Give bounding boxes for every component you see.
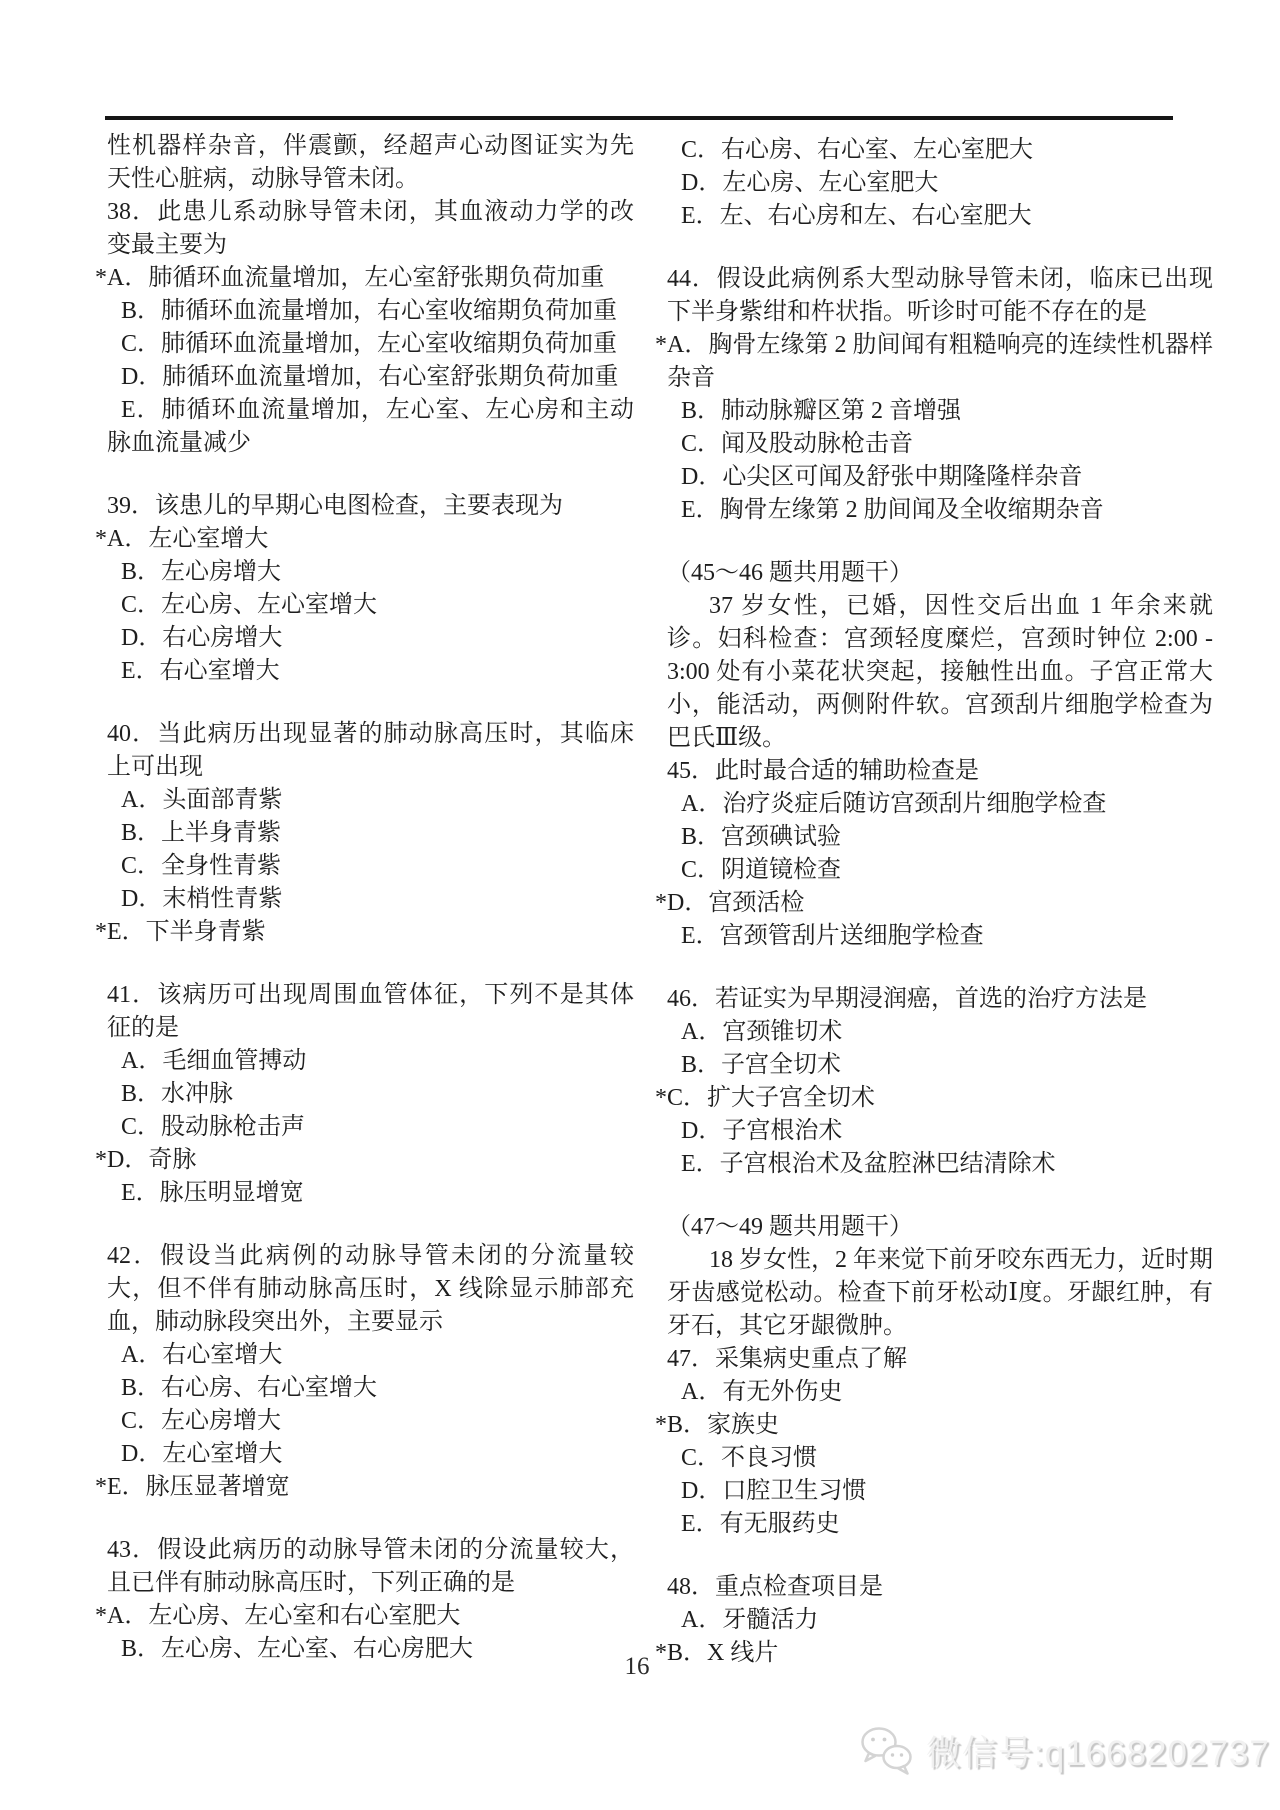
question-stem — [107, 1240, 634, 1339]
answer-option-C — [667, 1442, 1213, 1475]
option-text: 左心房、左心室肥大 — [722, 170, 939, 196]
option-text: 脉压显著增宽 — [145, 1474, 290, 1500]
answer-option-A — [95, 1600, 634, 1633]
answer-option-D — [95, 1144, 634, 1177]
option-text: 股动脉枪击声 — [161, 1114, 306, 1140]
option-text: 左心房、左心室增大 — [161, 592, 378, 618]
answer-option-D — [655, 887, 1213, 920]
answer-option-A — [667, 788, 1213, 821]
answer-option-A — [655, 329, 1213, 395]
option-text: 胸骨左缘第 2 肋间闻及全收缩期杂音 — [719, 497, 1104, 523]
right-column — [655, 134, 1214, 1670]
answer-option-E — [667, 1508, 1213, 1541]
option-text: 宫颈活检 — [708, 890, 805, 916]
question-number: 41． — [107, 982, 158, 1008]
option-label: A． — [681, 791, 723, 817]
answer-option-E — [107, 1177, 634, 1210]
answer-option-C — [667, 428, 1213, 461]
question-stem — [667, 983, 1213, 1016]
option-text: 肺循环血流量增加，左心室收缩期负荷加重 — [161, 331, 618, 357]
answer-option-E — [107, 655, 634, 688]
answer-option-E — [95, 916, 634, 949]
question-number: 38． — [107, 199, 158, 225]
answer-option-A — [107, 1339, 634, 1372]
option-text: 不良习惯 — [721, 1445, 818, 1471]
watermark — [858, 1720, 1270, 1782]
question-number: 46． — [667, 986, 715, 1012]
option-label: E． — [121, 1180, 160, 1206]
answer-option-D — [107, 622, 634, 655]
option-label: B． — [681, 824, 722, 850]
left-column — [95, 130, 635, 1666]
question-stem-text: 假设当此病例的动脉导管未闭的分流量较大，但不伴有肺动脉高压时，X 线除显示肺部充血，肺动脉段突出外，主要显示 — [107, 1243, 635, 1335]
question-44 — [655, 263, 1214, 527]
option-text: 心尖区可闻及舒张中期隆隆样杂音 — [722, 464, 1083, 490]
answer-option-E — [667, 1148, 1213, 1181]
option-text: 胸骨左缘第 2 肋间闻有粗糙响亮的连续性机器样杂音 — [667, 332, 1213, 391]
option-label: C． — [121, 1408, 162, 1434]
option-text: 宫颈碘试验 — [721, 824, 842, 850]
question-stem — [667, 755, 1213, 788]
answer-option-A — [667, 1604, 1213, 1637]
option-label: *D． — [655, 890, 709, 916]
option-label: C． — [121, 853, 162, 879]
option-label: A． — [121, 1048, 163, 1074]
option-label: A． — [681, 1379, 723, 1405]
answer-option-E — [667, 200, 1213, 233]
option-label: E． — [681, 497, 720, 523]
question-stem-text: 该患儿的早期心电图检查，主要表现为 — [155, 493, 563, 519]
option-label: B． — [121, 298, 162, 324]
answer-option-D — [107, 361, 634, 394]
shared-stem-title: （47～49 题共用题干） — [667, 1214, 913, 1240]
option-text: 下半身青紫 — [145, 919, 266, 945]
question-stem — [107, 979, 634, 1045]
option-label: B． — [121, 820, 162, 846]
option-label: E． — [681, 203, 720, 229]
question-stem-text: 此患儿系动脉导管未闭，其血液动力学的改变最主要为 — [107, 199, 635, 258]
option-text: 闻及股动脉枪击音 — [721, 431, 914, 457]
option-label: *C． — [655, 1085, 708, 1111]
question-46 — [655, 983, 1213, 1181]
question-40 — [95, 718, 635, 949]
option-text: 全身性青紫 — [161, 853, 282, 879]
option-text: 子宫全切术 — [721, 1052, 842, 1078]
question-number: 47． — [667, 1346, 715, 1372]
option-text: 宫颈锥切术 — [722, 1019, 843, 1045]
question-41 — [95, 979, 635, 1210]
option-text: 末梢性青紫 — [162, 886, 283, 912]
question-stem-text: 该病历可出现周围血管体征，下列不是其体征的是 — [107, 982, 635, 1041]
option-label: B． — [681, 1052, 722, 1078]
answer-option-C — [107, 850, 634, 883]
option-text: 子宫根治术 — [722, 1118, 843, 1144]
answer-option-D — [667, 1475, 1213, 1508]
answer-option-D — [107, 1438, 634, 1471]
option-label: B． — [121, 1081, 162, 1107]
option-label: *B． — [655, 1640, 708, 1666]
question-number: 39． — [107, 493, 155, 519]
option-label: C． — [121, 1114, 162, 1140]
question-stem-text: 采集病史重点了解 — [715, 1346, 907, 1372]
option-text: X 线片 — [707, 1640, 779, 1666]
option-label: *A． — [95, 526, 149, 552]
answer-option-D — [107, 883, 634, 916]
answer-option-B — [107, 817, 634, 850]
question-stem — [107, 196, 634, 262]
answer-option-B — [107, 1078, 634, 1111]
option-text: 上半身青紫 — [161, 820, 282, 846]
answer-option-C — [667, 854, 1213, 887]
wechat-icon — [858, 1725, 916, 1777]
option-text: 脉压明显增宽 — [159, 1180, 304, 1206]
option-label: D． — [121, 364, 163, 390]
option-text: 左心室增大 — [162, 1441, 283, 1467]
option-label: B． — [121, 1636, 162, 1662]
option-label: B． — [681, 398, 722, 424]
shared-stem — [667, 557, 1213, 755]
answer-option-C — [107, 328, 634, 361]
option-text: 右心房增大 — [162, 625, 283, 651]
option-label: E． — [121, 397, 162, 423]
option-text: 左、右心房和左、右心室肥大 — [719, 203, 1032, 229]
intro-paragraph: 性机器样杂音，伴震颤，经超声心动图证实为先天性心脏病，动脉导管未闭。 — [107, 133, 634, 192]
option-text: 奇脉 — [148, 1147, 197, 1173]
option-label: E． — [681, 1511, 720, 1537]
option-label: E． — [121, 658, 160, 684]
answer-option-A — [95, 262, 634, 295]
option-text: 宫颈管刮片送细胞学检查 — [719, 923, 984, 949]
option-text: 毛细血管搏动 — [162, 1048, 307, 1074]
option-label: *D． — [95, 1147, 149, 1173]
answer-option-D — [667, 461, 1213, 494]
answer-option-D — [667, 1115, 1213, 1148]
option-label: C． — [681, 137, 722, 163]
option-label: B． — [121, 1375, 162, 1401]
option-text: 右心室增大 — [159, 658, 280, 684]
option-label: *A． — [95, 1603, 149, 1629]
option-text: 左心房、左心室和右心室肥大 — [148, 1603, 461, 1629]
option-text: 左心房增大 — [161, 559, 282, 585]
question-stem — [667, 1343, 1213, 1376]
option-text: 口腔卫生习惯 — [722, 1478, 867, 1504]
option-label: C． — [681, 1445, 722, 1471]
option-label: D． — [681, 1478, 723, 1504]
option-label: D． — [121, 886, 163, 912]
question-number: 44． — [667, 266, 717, 292]
option-label: A． — [121, 787, 163, 813]
answer-option-C — [107, 1111, 634, 1144]
question-45 — [655, 755, 1213, 953]
question-stem — [107, 718, 634, 784]
option-label: D． — [121, 625, 163, 651]
question-number: 40． — [107, 721, 158, 747]
option-text: 治疗炎症后随访宫颈刮片细胞学检查 — [722, 791, 1107, 817]
page-number-value: 16 — [624, 1653, 650, 1680]
answer-option-B — [655, 1409, 1213, 1442]
watermark-text: 微信号:q1668202737 — [926, 1734, 1270, 1773]
answer-option-E — [107, 394, 634, 460]
option-text: 牙髓活力 — [722, 1607, 819, 1633]
answer-option-B — [107, 295, 634, 328]
option-text: 水冲脉 — [161, 1081, 234, 1107]
option-text: 肺循环血流量增加，右心室舒张期负荷加重 — [162, 364, 619, 390]
shared-stem — [667, 1211, 1213, 1343]
answer-option-A — [95, 523, 634, 556]
shared-stem-body: 37 岁女性，已婚，因性交后出血 1 年余来就诊。妇科检查：宫颈轻度糜烂，宫颈时钟位 2:00 - 3:00 处有小菜花状突起，接触性出血。子宫正常大小，能活动，两侧附件软。宫颈刮片细胞学检查为巴氏Ⅲ级。 — [667, 593, 1213, 751]
option-text: 肺循环血流量增加，左心室舒张期负荷加重 — [148, 265, 605, 291]
option-text: 右心室增大 — [162, 1342, 283, 1368]
option-label: D． — [681, 464, 723, 490]
option-label: A． — [681, 1019, 723, 1045]
option-label: C． — [121, 592, 162, 618]
answer-option-D — [667, 167, 1213, 200]
question-stem-text: 假设此病例系大型动脉导管未闭，临床已出现下半身紫绀和杵状指。听诊时可能不存在的是 — [667, 266, 1214, 325]
option-label: *E． — [95, 919, 146, 945]
shared-stem-title: （45～46 题共用题干） — [667, 560, 913, 586]
option-label: A． — [121, 1342, 163, 1368]
question-47 — [655, 1343, 1213, 1541]
header-rule — [105, 116, 1173, 120]
option-label: E． — [681, 1151, 720, 1177]
option-label: *B． — [655, 1412, 708, 1438]
answer-option-E — [667, 920, 1213, 953]
answer-option-E — [667, 494, 1213, 527]
question-number: 48． — [667, 1574, 715, 1600]
question-stem-text: 假设此病历的动脉导管未闭的分流量较大，且已伴有肺动脉高压时，下列正确的是 — [107, 1537, 635, 1596]
question-38 — [95, 196, 635, 460]
option-label: D． — [681, 1118, 723, 1144]
question-42 — [95, 1240, 635, 1504]
option-label: C． — [681, 431, 722, 457]
question-stem — [667, 263, 1213, 329]
option-text: 左心房增大 — [161, 1408, 282, 1434]
shared-stem-body: 18 岁女性，2 年来觉下前牙咬东西无力，近时期牙齿感觉松动。检查下前牙松动Ⅰ度。牙龈红肿，有牙石，其它牙龈微肿。 — [667, 1247, 1213, 1339]
answer-option-A — [107, 784, 634, 817]
question-stem-text: 重点检查项目是 — [715, 1574, 883, 1600]
answer-option-A — [667, 1016, 1213, 1049]
option-label: C． — [681, 857, 722, 883]
option-text: 肺动脉瓣区第 2 音增强 — [721, 398, 962, 424]
option-label: E． — [681, 923, 720, 949]
option-text: 头面部青紫 — [162, 787, 283, 813]
question-stem-text: 当此病历出现显著的肺动脉高压时，其临床上可出现 — [107, 721, 635, 780]
question-39 — [95, 490, 634, 688]
answer-option-B — [667, 821, 1213, 854]
option-label: C． — [121, 331, 162, 357]
answer-option-C — [655, 1082, 1213, 1115]
option-label: A． — [681, 1607, 723, 1633]
question-options-continued — [667, 134, 1213, 233]
option-label: *A． — [95, 265, 149, 291]
option-text: 肺循环血流量增加，右心室收缩期负荷加重 — [161, 298, 618, 324]
question-stem-text: 若证实为早期浸润癌，首选的治疗方法是 — [715, 986, 1147, 1012]
option-label: *E． — [95, 1474, 146, 1500]
question-number: 43． — [107, 1537, 158, 1563]
option-text: 子宫根治术及盆腔淋巴结清除术 — [719, 1151, 1056, 1177]
option-text: 左心房、左心室、右心房肥大 — [161, 1636, 474, 1662]
option-text: 家族史 — [707, 1412, 780, 1438]
option-text: 右心房、右心室、左心室肥大 — [721, 137, 1034, 163]
option-text: 右心房、右心室增大 — [161, 1375, 378, 1401]
question-stem — [107, 1534, 634, 1600]
answer-option-A — [107, 1045, 634, 1078]
option-text: 有无服药史 — [719, 1511, 840, 1537]
answer-option-C — [667, 134, 1213, 167]
question-number: 45． — [667, 758, 715, 784]
question-number: 42． — [107, 1243, 160, 1269]
option-text: 左心室增大 — [148, 526, 269, 552]
answer-option-C — [107, 589, 634, 622]
answer-option-B — [107, 556, 634, 589]
question-43 — [95, 1534, 635, 1666]
option-label: D． — [121, 1441, 163, 1467]
question-stem-text: 此时最合适的辅助检查是 — [715, 758, 979, 784]
answer-option-A — [667, 1376, 1213, 1409]
answer-option-E — [95, 1471, 634, 1504]
option-label: B． — [121, 559, 162, 585]
page-number — [0, 1653, 1280, 1681]
answer-option-B — [667, 395, 1213, 428]
question-stem — [107, 490, 634, 523]
answer-option-C — [107, 1405, 634, 1438]
option-text: 肺循环血流量增加，左心室、左心房和主动脉血流量减少 — [107, 397, 634, 456]
answer-option-B — [107, 1372, 634, 1405]
option-label: *A． — [655, 332, 709, 358]
answer-option-B — [667, 1049, 1213, 1082]
option-text: 阴道镜检查 — [721, 857, 842, 883]
question-stem — [667, 1571, 1213, 1604]
option-label: D． — [681, 170, 723, 196]
option-text: 扩大子宫全切术 — [707, 1085, 876, 1111]
option-text: 有无外伤史 — [722, 1379, 843, 1405]
